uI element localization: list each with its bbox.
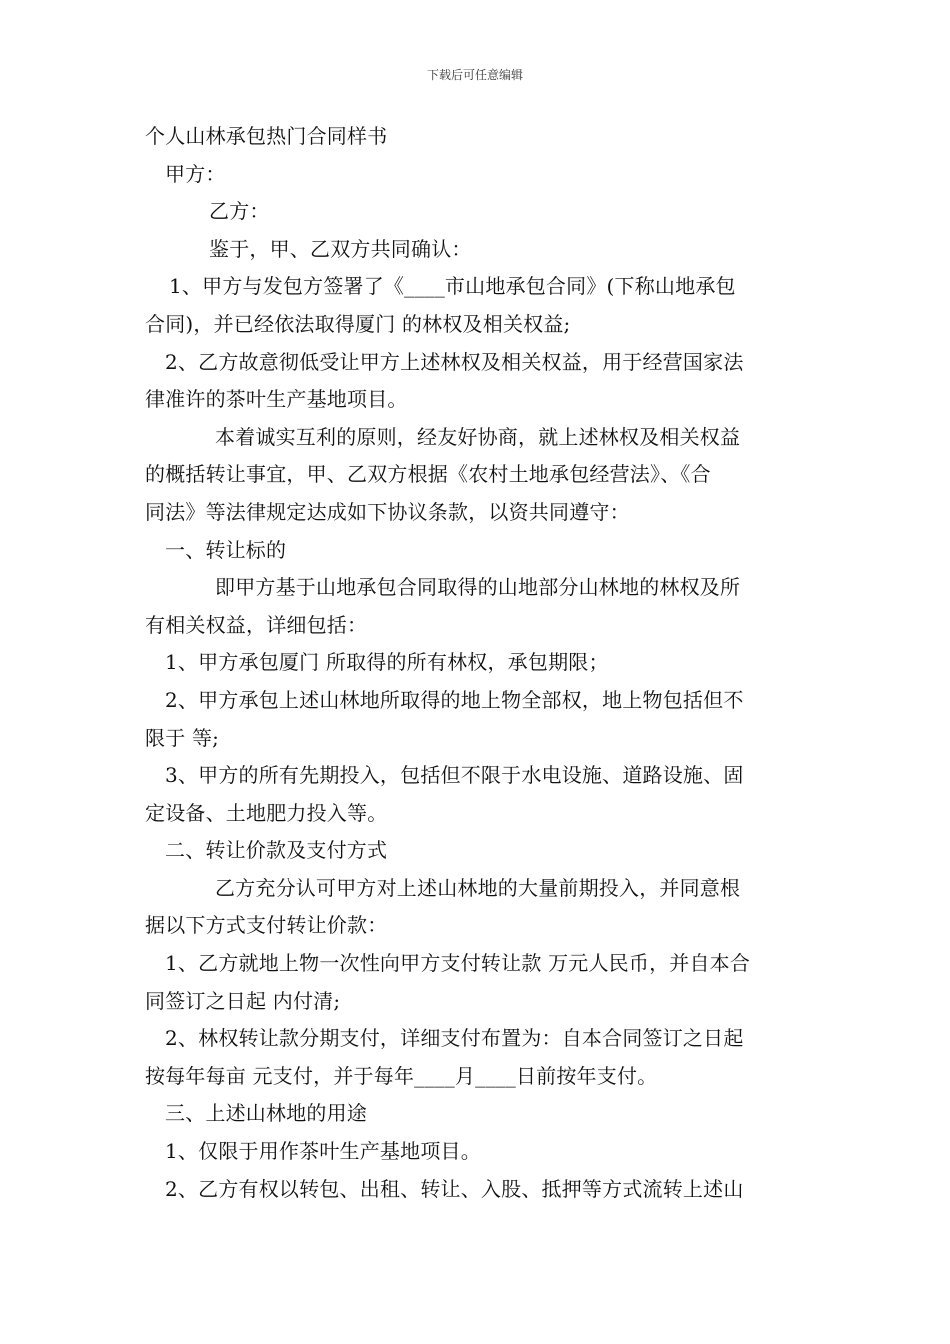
- party-a-line: 甲方：: [165, 161, 226, 186]
- paragraph-line: 合同)，并已经依法取得厦门 的林权及相关权益;: [145, 311, 571, 336]
- section-heading: 一、转让标的: [165, 537, 287, 562]
- whereas-line: 鉴于，甲、乙双方共同确认：: [209, 236, 472, 261]
- paragraph-line: 本着诚实互利的原则，经友好协商，就上述林权及相关权益: [215, 424, 741, 449]
- paragraph-line: 2、林权转让款分期支付，详细支付布置为：自本合同签订之日起: [165, 1026, 744, 1051]
- paragraph-line: 限于 等;: [145, 725, 220, 750]
- paragraph-line: 定设备、土地肥力投入等。: [145, 800, 388, 825]
- document-body: [145, 118, 810, 1208]
- paragraph-line: 2、乙方有权以转包、出租、转让、入股、抵押等方式流转上述山: [165, 1176, 744, 1201]
- paragraph-line: 1、仅限于用作茶叶生产基地项目。: [165, 1139, 481, 1164]
- paragraph-line: 即甲方基于山地承包合同取得的山地部分山林地的林权及所: [215, 575, 741, 600]
- paragraph-line: 按每年每亩 元支付，并于每年____月____日前按年支付。: [145, 1063, 658, 1088]
- paragraph-line: 2、乙方故意彻低受让甲方上述林权及相关权益，用于经营国家法: [165, 349, 744, 374]
- paragraph-line: 律准许的茶叶生产基地项目。: [145, 387, 408, 412]
- paragraph-line: 有相关权益，详细包括：: [145, 612, 368, 637]
- party-b-line: 乙方：: [209, 199, 270, 224]
- paragraph-line: 同签订之日起 内付清;: [145, 988, 341, 1013]
- paragraph-line: 的概括转让事宜，甲、乙双方根据《农村土地承包经营法》、《合: [145, 462, 711, 487]
- document-title: 个人山林承包热门合同样书: [145, 124, 388, 148]
- paragraph-line: 1、甲方与发包方签署了《____市山地承包合同》(下称山地承包: [169, 274, 736, 299]
- paragraph-line: 1、乙方就地上物一次性向甲方支付转让款 万元人民币，并自本合: [165, 951, 751, 976]
- paragraph-line: 1、甲方承包厦门 所取得的所有林权，承包期限；: [165, 650, 609, 675]
- header-note: 下载后可任意编辑: [426, 68, 523, 82]
- paragraph-line: 3、甲方的所有先期投入，包括但不限于水电设施、道路设施、固: [165, 763, 744, 788]
- section-heading: 三、上述山林地的用途: [165, 1101, 367, 1126]
- paragraph-line: 同法》等法律规定达成如下协议条款，以资共同遵守：: [145, 499, 630, 524]
- section-heading: 二、转让价款及支付方式: [165, 838, 388, 863]
- paragraph-line: 乙方充分认可甲方对上述山林地的大量前期投入，并同意根: [215, 875, 741, 900]
- paragraph-line: 2、甲方承包上述山林地所取得的地上物全部权，地上物包括但不: [165, 687, 744, 712]
- paragraph-line: 据以下方式支付转让价款：: [145, 913, 388, 938]
